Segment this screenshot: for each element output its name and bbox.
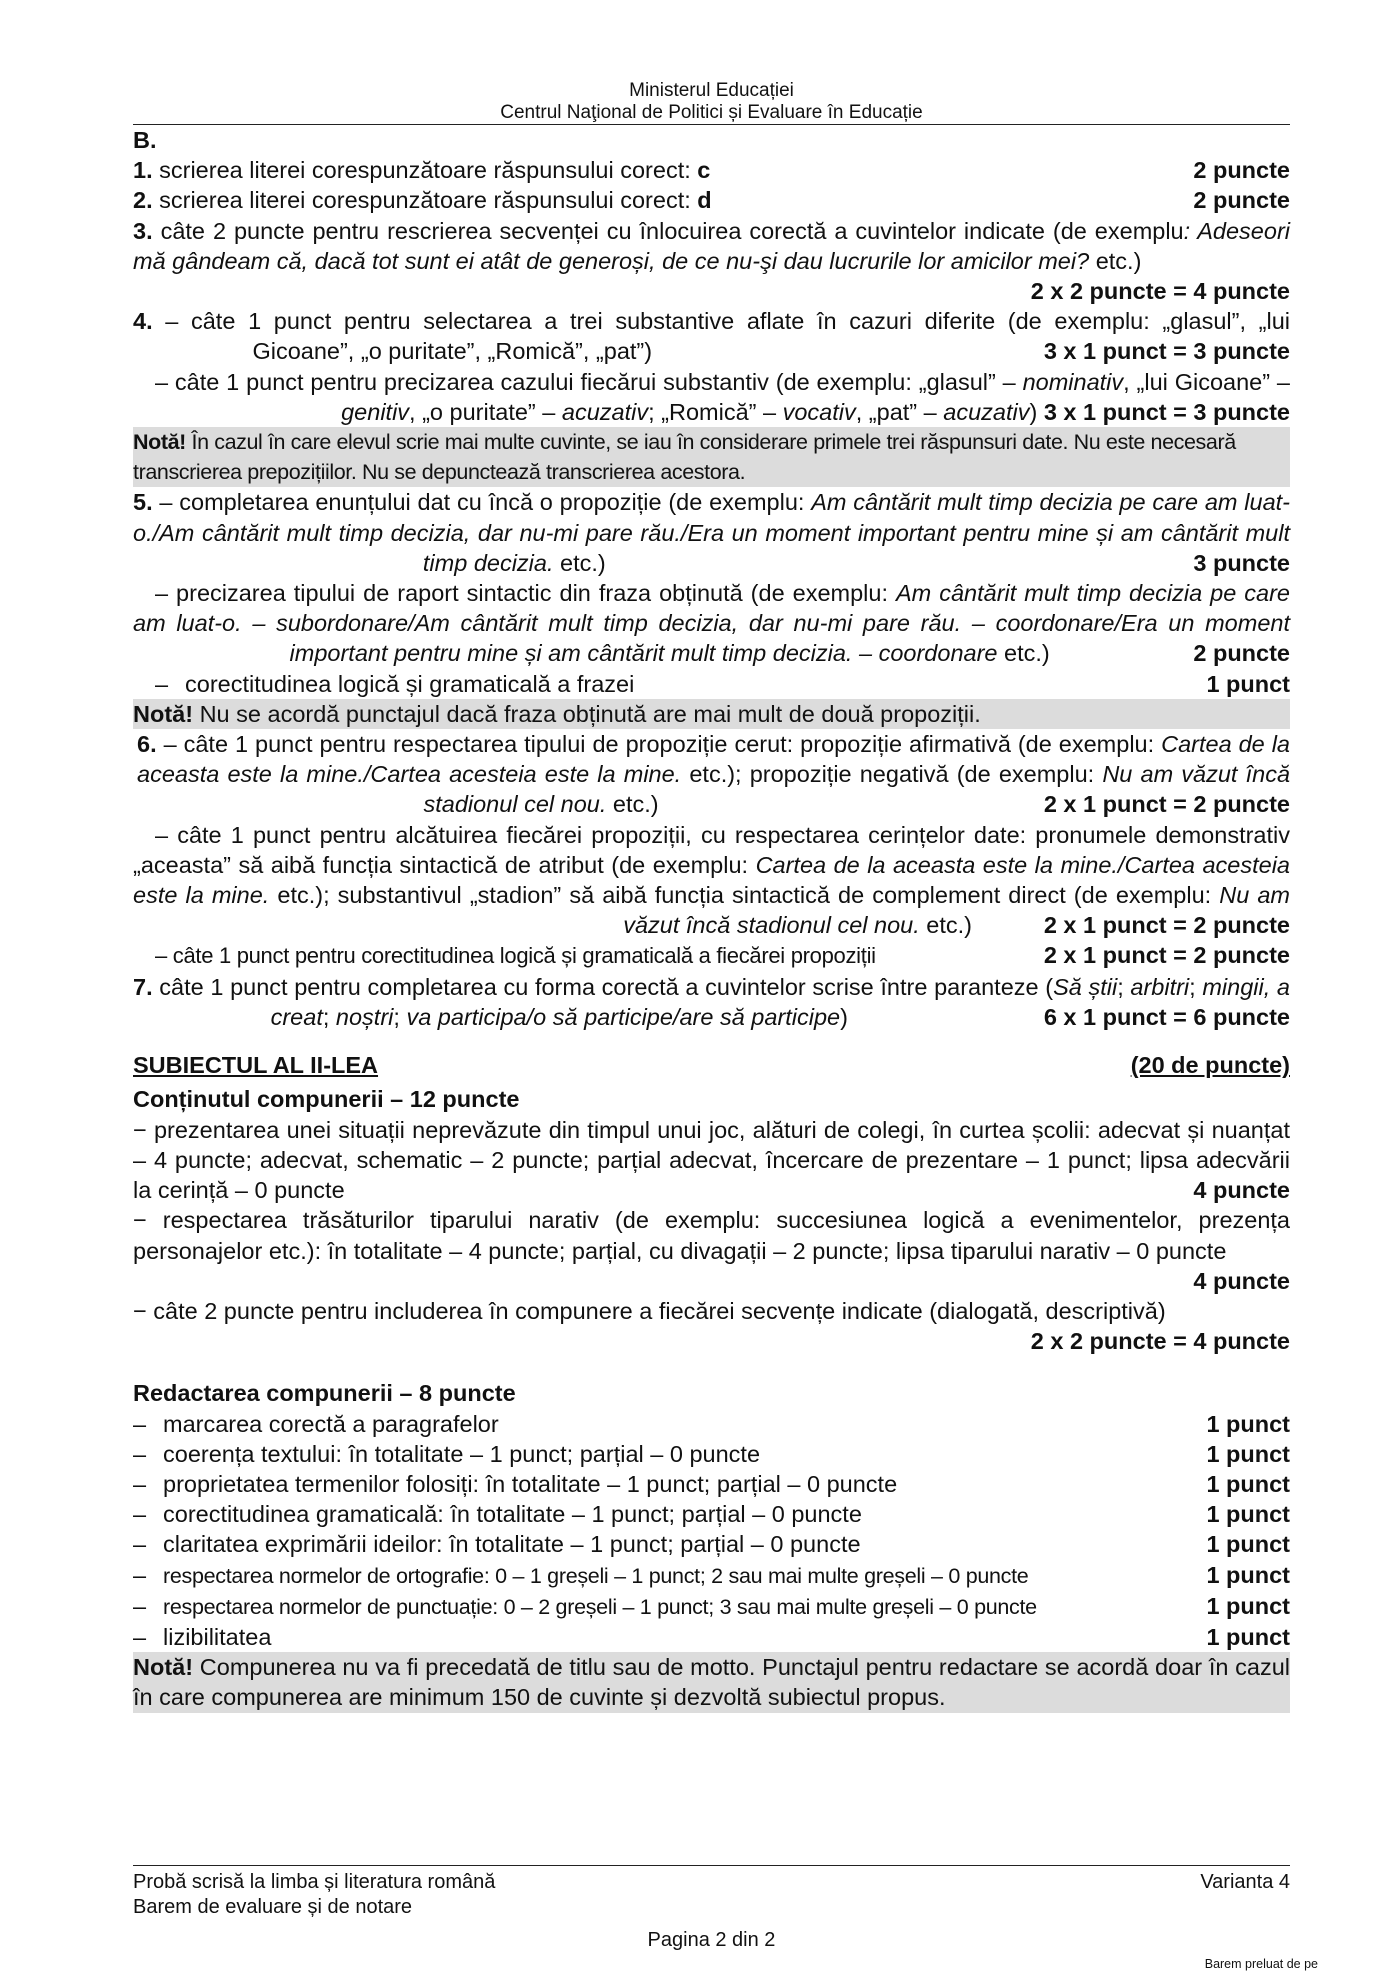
dash-marker: – <box>133 1501 147 1528</box>
criterion-points: 1 punct <box>1206 1410 1290 1437</box>
redact-heading: Redactarea compunerii – 8 puncte <box>133 1380 516 1407</box>
item-example: Am cântărit mult timp decizia pe care am luat-o./Am cântărit mult timp decizia, dar nu-mi pare rău./Era un moment important pentru mine și am cântărit mult timp decizia. <box>133 489 1290 576</box>
dash-marker: – <box>133 1440 147 1467</box>
word-form: Să știi <box>1053 973 1118 1000</box>
item-etc: etc.) <box>1089 247 1142 274</box>
separator: ; <box>393 1003 407 1030</box>
note-text: În cazul în care elevul scrie mai multe cuvinte, se iau în considerare primele trei răspunsuri date. Nu este necesară transcrierea prepozițiilor. Nu se depunctează transcrierea acestora. <box>133 430 1236 485</box>
item-number: 3. <box>133 217 153 244</box>
item-3-points: 2 x 2 puncte = 4 puncte <box>1030 278 1290 305</box>
item-text: , „lui Gicoane” – <box>1123 368 1290 395</box>
document-page <box>133 80 1290 1713</box>
item-number: 4. <box>133 308 153 335</box>
redact-criterion <box>133 1499 1290 1529</box>
item-text: câte 2 puncte pentru rescrierea secvenței cu înlocuirea corectă a cuvintelor indicate (de exemplu <box>152 217 1184 244</box>
ministry-name: Ministerul Educației <box>629 80 794 101</box>
word-form: noștri <box>335 1003 394 1030</box>
redact-criterion <box>133 1439 1290 1469</box>
document-type: Barem de evaluare și de notare <box>133 1896 413 1918</box>
item-etc: etc.) <box>997 640 1050 667</box>
section-b <box>133 125 1290 1032</box>
note-label: Notă! <box>133 430 186 455</box>
criterion-points: 1 punct <box>1206 1531 1290 1558</box>
item-example: Nu am văzut încă stadionul cel nou. <box>423 761 1291 818</box>
content-criterion-1-points: 4 puncte <box>1193 1177 1290 1204</box>
item-points: 3 puncte <box>1193 549 1290 576</box>
content-criterion-2-points: 4 puncte <box>1193 1267 1290 1294</box>
item-points: 2 puncte <box>1193 187 1290 214</box>
item-points: 2 x 1 punct = 2 puncte <box>1043 942 1290 969</box>
item-points: 1 punct <box>1206 670 1290 697</box>
item-example: Adeseori mă gândeam că, dacă tot sunt ei atât de generoși, de ce nu-şi dau lucrurile lor amicilor mei? <box>133 217 1290 274</box>
dash-marker: – <box>133 1470 147 1497</box>
redact-criterion <box>133 1560 1290 1591</box>
content-criterion-1: − prezentarea unei situații neprevăzute din timpul unui joc, alături de colegi, în curtea școlii: adecvat și nuanțat – 4 puncte; adecvat, schematic – 2 puncte; parțial adecvat, încercare de prezentare – 1 punct; lipsa adecvării la cerință – 0 puncte <box>133 1116 1290 1203</box>
item-answer: d <box>697 187 712 214</box>
item-4 <box>133 306 1290 487</box>
page-footer <box>133 1865 1290 1953</box>
item-text: – câte 1 punct pentru precizarea cazului fiecărui substantiv (de exemplu: „glasul” – <box>155 368 1023 395</box>
item-6-criterion <box>133 940 1290 971</box>
item-answer: c <box>697 157 711 184</box>
item-points: 2 x 1 punct = 2 puncte <box>1043 791 1290 818</box>
word-form: arbitri <box>1130 973 1190 1000</box>
item-7 <box>133 972 1290 1032</box>
item-3 <box>133 216 1290 276</box>
content-criterion-2: − respectarea trăsăturilor tiparului narativ (de exemplu: succesiunea logică a evenimentelor, prezența personajelor etc.): în totalitate – 4 puncte; parțial, cu divagații – 2 puncte; lipsa tiparului narativ – 0 puncte <box>133 1207 1290 1264</box>
criterion-points: 1 punct <box>1206 1501 1290 1528</box>
separator: ; <box>1117 973 1131 1000</box>
item-example: Nu am văzut încă stadionul cel nou. <box>623 882 1290 939</box>
item-text: etc.); substantivul „stadion” să aibă funcția sintactică de complement direct (de exemplu: <box>269 882 1220 909</box>
item-points: 6 x 1 punct = 6 puncte <box>1043 1003 1290 1030</box>
item-number: 1. <box>133 157 153 184</box>
note-block <box>133 1652 1290 1712</box>
variant-label: Varianta 4 <box>1200 1871 1290 1893</box>
dash-marker: – <box>133 1561 147 1588</box>
item-text: ) <box>1029 398 1044 425</box>
dash-marker: – <box>133 1410 147 1437</box>
separator: ; <box>322 1003 336 1030</box>
item-colon: : <box>1183 217 1191 244</box>
note-block <box>133 427 1290 487</box>
word-form: va participa/o să participe/are să participe <box>406 1003 841 1030</box>
criterion-points: 1 punct <box>1206 1440 1290 1467</box>
item-5 <box>133 487 1290 729</box>
subject-2 <box>133 1050 1290 1712</box>
criterion-text: lizibilitatea <box>163 1623 272 1650</box>
case-name: genitiv <box>341 398 410 425</box>
document-header <box>133 80 1290 124</box>
item-6 <box>133 729 1290 972</box>
dash-marker: – <box>155 670 169 697</box>
item-text: – câte 1 punct pentru alcătuirea fiecărei propoziții, cu respectarea cerințelor date: pronumele demonstrativ „aceasta” să aibă funcția sintactică de atribut (de exemplu: <box>133 821 1290 878</box>
section-b-label: B. <box>133 127 157 153</box>
item-text: – câte 1 punct pentru corectitudinea logică și gramaticală a fiecărei propoziții <box>155 943 876 969</box>
item-etc: etc.) <box>606 791 659 818</box>
dash-marker: – <box>133 1592 147 1619</box>
item-points: 3 x 1 punct = 3 puncte <box>1043 398 1290 425</box>
criterion-text: proprietatea termenilor folosiți: în totalitate – 1 punct; parțial – 0 puncte <box>163 1470 898 1497</box>
item-etc: etc.) <box>553 549 606 576</box>
criterion-points: 1 punct <box>1206 1561 1290 1588</box>
dash-marker: – <box>133 1531 147 1558</box>
item-example: Cartea de la aceasta este la mine./Cartea acesteia este la mine. <box>137 731 1290 788</box>
item-2 <box>133 185 1290 215</box>
item-text: ; „Romică” – <box>648 398 783 425</box>
redact-criterion <box>133 1591 1290 1622</box>
note-text: Compunerea nu va fi precedată de titlu sau de motto. Punctajul pentru redactare se acordă doar în cazul în care compunerea are minimum 150 de cuvinte și dezvoltă subiectul propus. <box>133 1654 1290 1711</box>
item-points: 2 puncte <box>1193 640 1290 667</box>
item-example: Cartea de la aceasta este la mine./Cartea acesteia este la mine. <box>133 851 1291 909</box>
item-number: 7. <box>133 973 153 1000</box>
note-label: Notă! <box>133 1654 194 1681</box>
item-number: 5. <box>133 489 153 516</box>
page-number: Pagina 2 din 2 <box>647 1929 776 1951</box>
case-name: nominativ <box>1022 368 1124 395</box>
dash-marker: – <box>133 1623 147 1650</box>
redact-criterion <box>133 1529 1290 1559</box>
content-heading: Conținutul compunerii – 12 puncte <box>133 1086 520 1113</box>
footer-row <box>133 1870 1290 1895</box>
item-text: corectitudinea logică și gramaticală a frazei <box>185 670 635 697</box>
content-criterion-3-points: 2 x 2 puncte = 4 puncte <box>1030 1328 1290 1355</box>
criterion-text: coerența textului: în totalitate – 1 punct; parțial – 0 puncte <box>163 1440 761 1467</box>
criterion-points: 1 punct <box>1206 1592 1290 1619</box>
criterion-text: respectarea normelor de ortografie: 0 – 1 greșeli – 1 punct; 2 sau mai multe greșeli – 0 puncte <box>163 1563 1029 1588</box>
center-name: Centrul Naţional de Politici și Evaluare în Educație <box>500 102 923 123</box>
note-label: Notă! <box>133 700 194 727</box>
subject-2-title: SUBIECTUL AL II-LEA <box>133 1052 379 1079</box>
item-points: 3 x 1 punct = 3 puncte <box>1043 338 1290 365</box>
note-text: Nu se acordă punctajul dacă fraza obținută are mai mult de două propoziții. <box>193 700 981 727</box>
criterion-points: 1 punct <box>1206 1623 1290 1650</box>
item-text: , „o puritate” – <box>409 398 562 425</box>
item-5-criterion <box>133 669 1290 699</box>
item-text: – completarea enunțului dat cu încă o propoziție (de exemplu: <box>152 489 812 516</box>
redact-criterion <box>133 1622 1290 1652</box>
item-1 <box>133 155 1290 185</box>
item-text: – câte 1 punct pentru respectarea tipului de propoziție cerut: propoziție afirmativă (de exemplu: <box>156 731 1162 758</box>
item-text: – precizarea tipului de raport sintactic din fraza obținută (de exemplu: <box>155 580 896 607</box>
item-number: 6. <box>137 731 157 758</box>
subject-2-points: (20 de puncte) <box>1130 1052 1290 1079</box>
criterion-text: corectitudinea gramaticală: în totalitate – 1 punct; parțial – 0 puncte <box>163 1501 862 1528</box>
content-criterion-3: − câte 2 puncte pentru includerea în compunere a fiecărei secvențe indicate (dialogată, descriptivă) <box>133 1297 1166 1324</box>
item-etc: etc.) <box>919 912 972 939</box>
item-points: 2 puncte <box>1193 157 1290 184</box>
word-form: mingii, a creat <box>270 973 1290 1030</box>
item-number: 2. <box>133 187 153 214</box>
criterion-text: claritatea exprimării ideilor: în totalitate – 1 punct; parțial – 0 puncte <box>163 1531 861 1558</box>
criterion-points: 1 punct <box>1206 1470 1290 1497</box>
separator: ; <box>1189 973 1203 1000</box>
item-example: Am cântărit mult timp decizia pe care am luat-o. – subordonare/Am cântărit mult timp decizia, dar nu-mi pare rău. – coordonare/Era un moment important pentru mine și am cântărit mult timp decizia. – coordonare <box>133 580 1290 667</box>
case-name: acuzativ <box>561 398 649 425</box>
item-text: câte 1 punct pentru completarea cu forma corectă a cuvintelor scrise între paranteze ( <box>152 973 1054 1000</box>
item-text: , „pat” – <box>855 398 944 425</box>
redact-criterion <box>133 1469 1290 1499</box>
separator: ) <box>840 1003 848 1030</box>
subject-2-heading <box>133 1050 1290 1080</box>
item-text: scrierea literei corespunzătoare răspunsului corect: <box>152 187 698 214</box>
criterion-text: respectarea normelor de punctuație: 0 – 2 greșeli – 1 punct; 3 sau mai multe greșeli – 0 puncte <box>163 1594 1037 1619</box>
item-text: scrierea literei corespunzătoare răspunsului corect: <box>152 157 698 184</box>
criterion-text: marcarea corectă a paragrafelor <box>163 1410 499 1437</box>
item-points: 2 x 1 punct = 2 puncte <box>1043 912 1290 939</box>
case-name: vocativ <box>782 398 856 425</box>
source-credit: Barem preluat de pe <box>1204 1957 1318 1971</box>
case-name: acuzativ <box>943 398 1030 425</box>
note-block <box>133 699 1290 729</box>
item-text: – câte 1 punct pentru selectarea a trei substantive aflate în cazuri diferite (de exemplu: „glasul”, „lui Gicoane”, „o puritate”, „Romică”, „pat”) <box>152 308 1290 365</box>
exam-name: Probă scrisă la limba și literatura română <box>133 1871 496 1893</box>
redact-criterion <box>133 1409 1290 1439</box>
item-text: etc.); propoziție negativă (de exemplu: <box>681 761 1103 788</box>
